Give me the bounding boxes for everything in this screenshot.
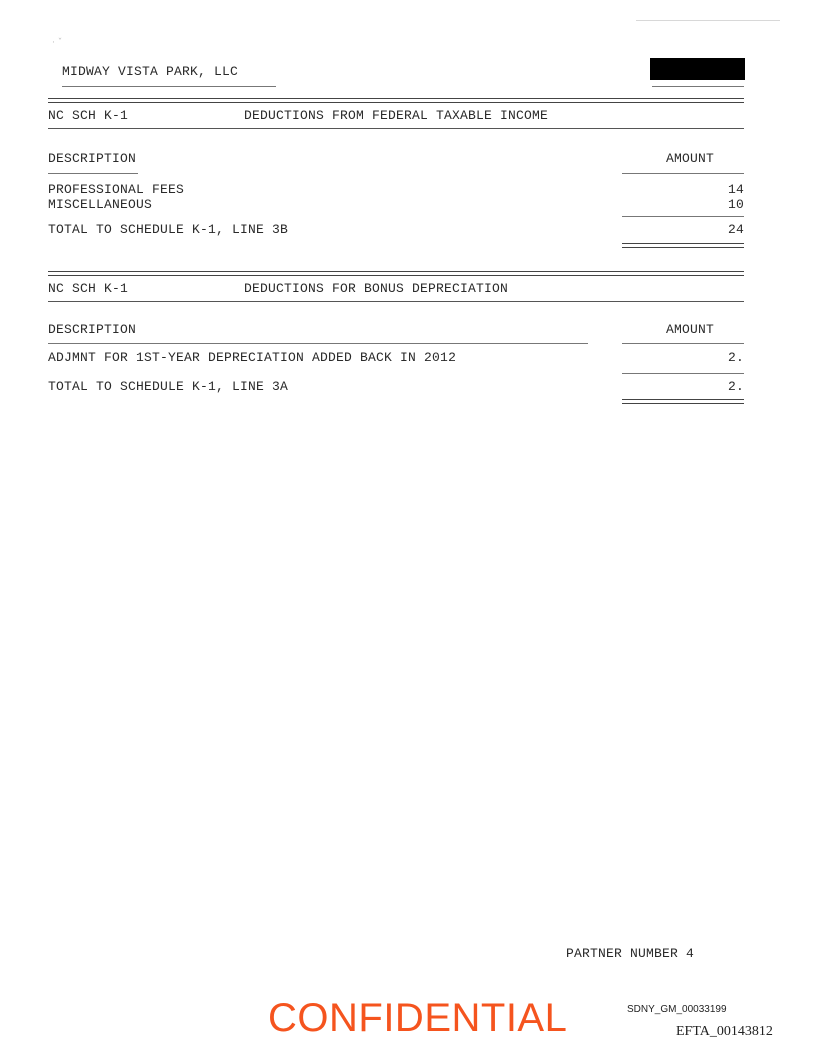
section2-title: DEDUCTIONS FOR BONUS DEPRECIATION — [244, 281, 509, 296]
section2-amount-underline — [622, 343, 744, 344]
section1-total-double-rule — [622, 243, 744, 248]
confidential-stamp: CONFIDENTIAL — [268, 996, 568, 1040]
redaction-box — [650, 58, 745, 80]
section2-total-label: TOTAL TO SCHEDULE K-1, LINE 3A — [48, 379, 289, 394]
section2-row-amount: 2. — [727, 350, 744, 365]
section1-row-description: MISCELLANEOUS — [48, 197, 153, 212]
section1-amount-underline — [622, 173, 744, 174]
redaction-underline — [652, 86, 744, 87]
section1-description-underline — [48, 173, 138, 174]
section2-header-rule — [48, 301, 744, 302]
company-underline — [62, 86, 276, 87]
section1-row-amount: 10 — [727, 197, 744, 212]
efta-number: EFTA_00143812 — [676, 1024, 773, 1039]
section1-row-amount: 14 — [727, 182, 744, 197]
section2-total-double-rule — [622, 399, 744, 404]
section1-subtotal-rule — [622, 216, 744, 217]
section1-amount-header: AMOUNT — [666, 151, 715, 166]
section2-description-rule — [48, 343, 588, 344]
section2-top-rule — [48, 271, 744, 276]
section1-description-header: DESCRIPTION — [48, 151, 137, 166]
section2-description-header: DESCRIPTION — [48, 322, 137, 337]
section1-form-label: NC SCH K-1 — [48, 108, 129, 123]
section1-row-description: PROFESSIONAL FEES — [48, 182, 185, 197]
section1-total-amount: 24 — [727, 222, 744, 237]
section2-amount-header: AMOUNT — [666, 322, 715, 337]
scan-artifact-line — [636, 20, 780, 21]
section1-title: DEDUCTIONS FROM FEDERAL TAXABLE INCOME — [244, 108, 549, 123]
section2-total-amount: 2. — [727, 379, 744, 394]
section1-total-label: TOTAL TO SCHEDULE K-1, LINE 3B — [48, 222, 289, 237]
stray-mark: · ˇ — [52, 38, 63, 48]
company-name: MIDWAY VISTA PARK, LLC — [62, 64, 239, 79]
bates-number: SDNY_GM_00033199 — [627, 1004, 727, 1015]
section1-header-rule — [48, 128, 744, 129]
section2-form-label: NC SCH K-1 — [48, 281, 129, 296]
section2-row-description: ADJMNT FOR 1ST-YEAR DEPRECIATION ADDED BACK IN 2012 — [48, 350, 457, 365]
partner-number: PARTNER NUMBER 4 — [566, 946, 695, 961]
section2-subtotal-rule — [622, 373, 744, 374]
section1-top-rule — [48, 98, 744, 103]
